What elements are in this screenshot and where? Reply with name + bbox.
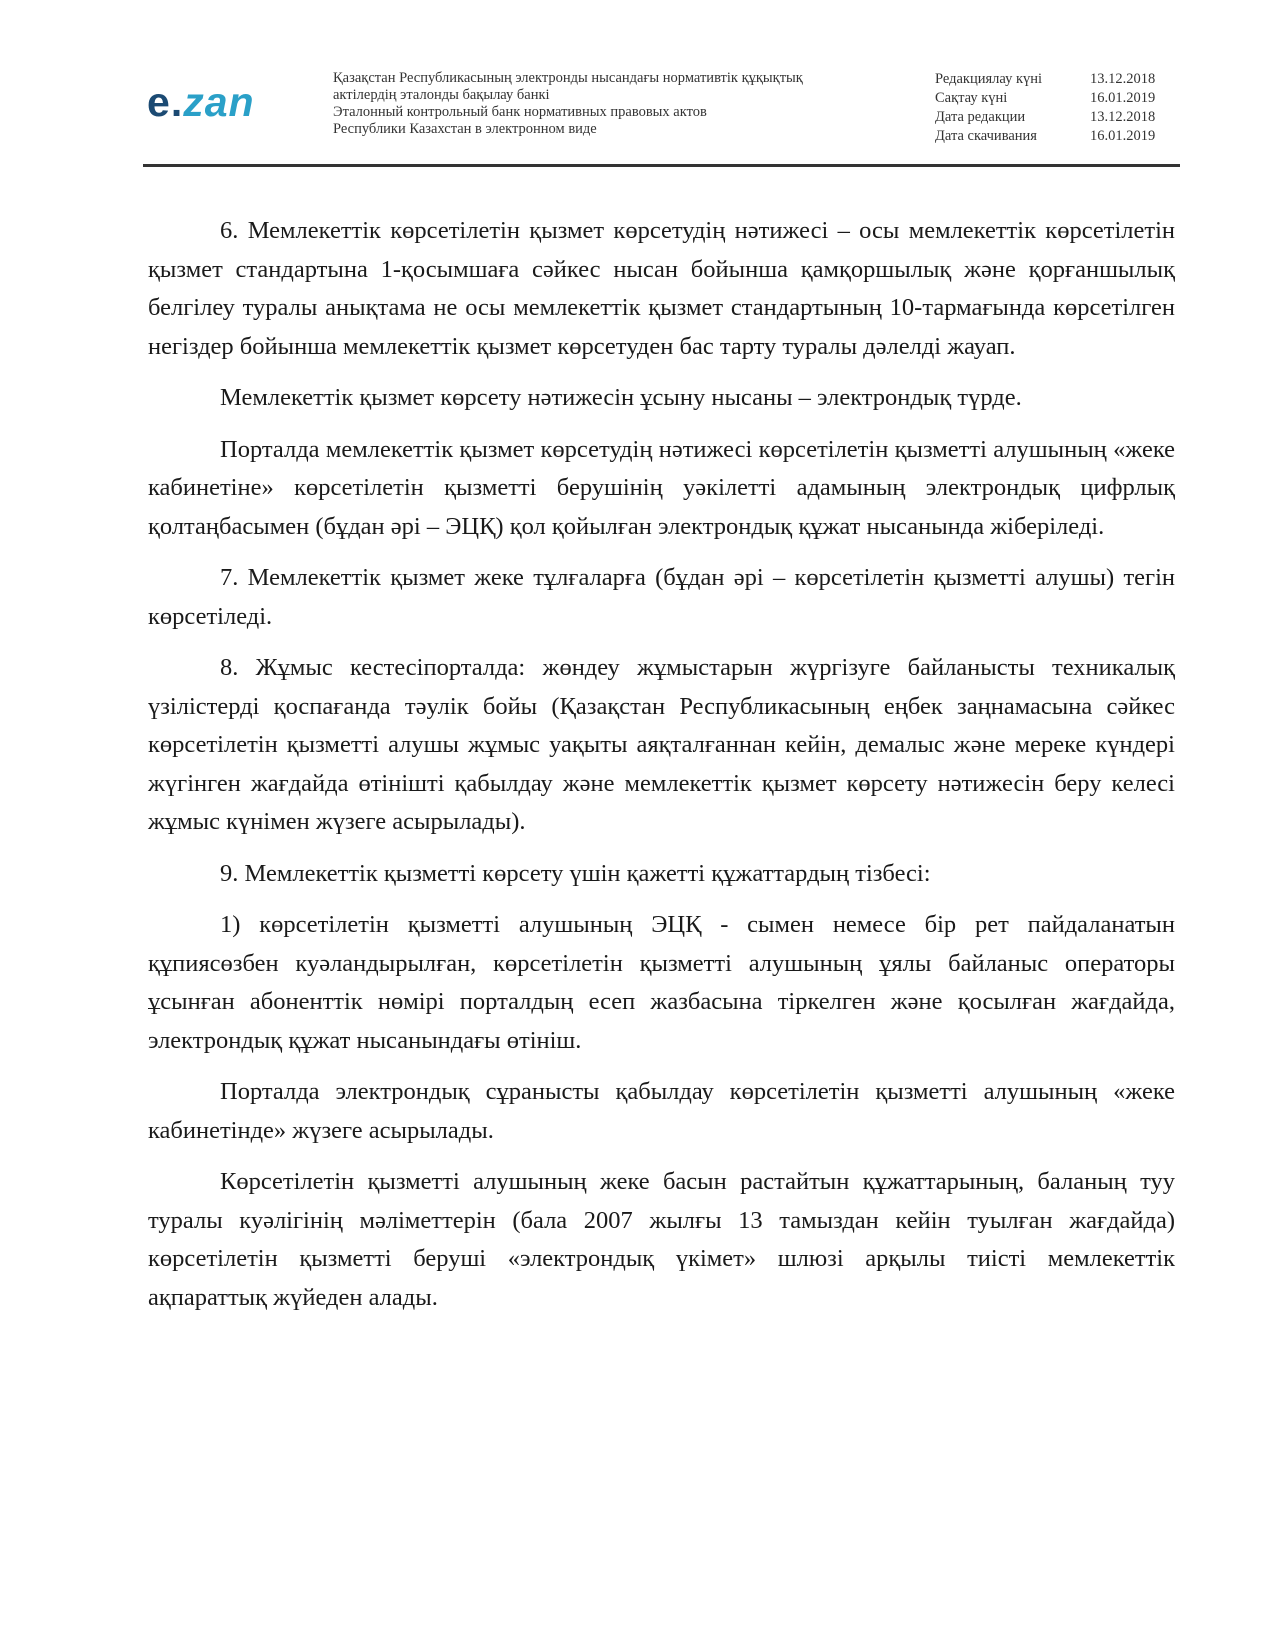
description-line: Республики Казахстан в электронном виде (333, 121, 597, 137)
paragraph-item-8: 8. Жұмыс кестесіпорталда: жөндеу жұмыстарын жүргізуге байланысты техникалық үзілістерді қоспағанда тәулік бойы (Қазақстан Республикасының еңбек заңнамасына сәйкес көрсетілетін қызметті алушы жұмыс уақыты аяқталғаннан кейін, демалыс және мереке күндері жүгінген жағдайда өтінішті қабылдау және мемлекеттік қызмет көрсету нәтижесін беру келесі жұмыс күнімен жүзеге асырылады). (148, 654, 1175, 835)
paragraph-identity-docs: Көрсетілетін қызметті алушының жеке басын растайтын құжаттарының, баланың туу туралы куәлігінің мәліметтерін (бала 2007 жылғы 13 тамыздан кейін туылған жағдайда) көрсетілетін қызметті беруші «электрондық үкімет» шлюзі арқылы тиісті мемлекеттік ақпараттық жүйеден алады. (148, 1168, 1175, 1311)
paragraph-item-6: 6. Мемлекеттік көрсетілетін қызмет көрсетудің нәтижесі – осы мемлекеттік көрсетілетін қызмет стандартына 1-қосымшаға сәйкес нысан бойынша қамқоршылық және қорғаншылық белгілеу туралы анықтама не осы мемлекеттік қызмет стандартының 10-тармағында көрсетілген негіздер бойынша мемлекеттік қызмет көрсетуден бас тарту туралы дәлелді жауап. (148, 217, 1175, 360)
document-dates (935, 70, 1180, 146)
meta-row-edit-date-ru (935, 108, 1180, 127)
meta-value: 16.01.2019 (1090, 90, 1156, 106)
paragraph-item-7: 7. Мемлекеттік қызмет жеке тұлғаларға (бұдан әрі – көрсетілетін қызметті алушы) тегін көрсетіледі. (148, 564, 1175, 630)
paragraph-item-9: 9. Мемлекеттік қызметті көрсету үшін қажетті құжаттардың тізбесі: (220, 859, 931, 887)
logo-part-zan: zan (183, 79, 255, 125)
meta-label: Сақтау күні (935, 90, 1008, 106)
description-line: Эталонный контрольный банк нормативных правовых актов (333, 104, 707, 120)
description-line: Қазақстан Республикасының электронды нысандағы нормативтік құқықтық (333, 70, 803, 86)
paragraph-portal-result: Порталда мемлекеттік қызмет көрсетудің нәтижесі көрсетілетін қызметті алушының «жеке кабинетіне» көрсетілетін қызметті берушінің уәкілетті адамының электрондық цифрлық қолтаңбасымен (бұдан әрі – ЭЦҚ) қол қойылған электрондық құжат нысанында жіберіледі. (148, 435, 1175, 540)
meta-value: 13.12.2018 (1090, 71, 1156, 87)
meta-row-edit-date-kz (935, 70, 1180, 89)
paragraph-result-form: Мемлекеттік қызмет көрсету нәтижесін ұсыну нысаны – электрондық түрде. (220, 384, 1022, 411)
document-header (143, 62, 1180, 162)
logo-part-e: e (147, 79, 171, 125)
meta-label: Дата скачивания (935, 128, 1037, 144)
meta-row-download-date-ru (935, 127, 1180, 146)
ezan-logo[interactable] (147, 79, 255, 125)
document-body (148, 212, 1175, 1330)
meta-value: 13.12.2018 (1090, 109, 1156, 125)
paragraph-subitem-1: 1) көрсетілетін қызметті алушының ЭЦҚ - сымен немесе бір рет пайдаланатын құпиясөзбен куәландырылған, көрсетілетін қызметті алушының ұялы байланыс операторы ұсынған абоненттік нөмірі порталдың есеп жазбасына тіркелген және қосылған жағдайда, электрондық құжат нысанындағы өтініш. (148, 911, 1175, 1054)
meta-value: 16.01.2019 (1090, 128, 1156, 144)
description-line: актілердің эталонды бақылау банкі (333, 87, 550, 103)
header-divider (143, 164, 1180, 167)
meta-label: Дата редакции (935, 109, 1026, 125)
meta-row-save-date-kz (935, 89, 1180, 108)
logo-dot: . (170, 79, 184, 125)
paragraph-portal-request: Порталда электрондық сұранысты қабылдау көрсетілетін қызметті алушының «жеке кабинетінде» жүзеге асырылады. (148, 1078, 1175, 1144)
bank-description (333, 70, 873, 138)
meta-label: Редакциялау күні (935, 71, 1043, 87)
